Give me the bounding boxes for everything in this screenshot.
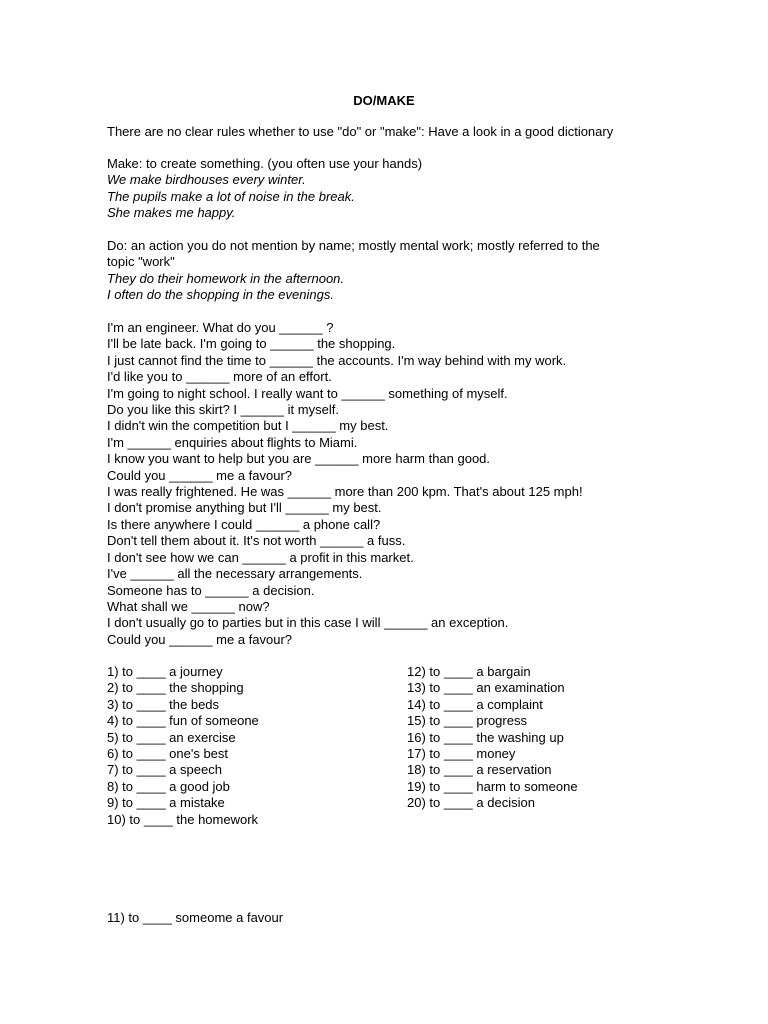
list-item: 2) to ____ the shopping [107, 680, 244, 696]
make-example: We make birdhouses every winter. [107, 172, 306, 188]
exercise-sentence: What shall we ______ now? [107, 598, 270, 614]
make-example: The pupils make a lot of noise in the break. [107, 188, 355, 204]
do-example: I often do the shopping in the evenings. [107, 287, 334, 303]
exercise-sentence: Could you ______ me a favour? [107, 631, 293, 647]
exercise-sentence: Someone has to ______ a decision. [107, 582, 315, 598]
list-item: 15) to ____ progress [407, 713, 527, 729]
list-item: 19) to ____ harm to someone [407, 778, 578, 794]
collocation-list-overflow [107, 910, 283, 926]
make-example: She makes me happy. [107, 205, 236, 221]
make-section [107, 156, 667, 222]
list-item: 17) to ____ money [407, 746, 516, 762]
exercise-sentence: Don't tell them about it. It's not worth ______ a fuss. [107, 533, 406, 549]
list-item: 18) to ____ a reservation [407, 762, 552, 778]
list-item: 11) to ____ someome a favour [107, 910, 284, 925]
do-section [107, 238, 667, 304]
do-example: They do their homework in the afternoon. [107, 270, 345, 286]
exercise-sentence: I don't promise anything but I'll ______ my best. [107, 500, 382, 516]
do-definition-line: Do: an action you do not mention by name; mostly mental work; mostly referred to the [107, 238, 600, 253]
make-definition: Make: to create something. (you often use your hands) [107, 156, 423, 171]
do-definition-line: topic "work" [107, 254, 175, 270]
exercise-sentence: I didn't win the competition but I ______ my best. [107, 418, 389, 434]
exercise-sentence: I know you want to help but you are ______ more harm than good. [107, 451, 491, 467]
list-item: 12) to ____ a bargain [407, 664, 531, 679]
exercise-sentence: I've ______ all the necessary arrangements. [107, 566, 363, 582]
exercise-sentence: I was really frightened. He was ______ more than 200 kpm. That's about 125 mph! [107, 484, 583, 500]
collocation-list-left [107, 664, 259, 828]
exercise-sentence: I don't usually go to parties but in this case I will ______ an exception. [107, 615, 509, 631]
list-item: 4) to ____ fun of someone [107, 713, 259, 729]
exercise-sentence: I just cannot find the time to ______ the accounts. I'm way behind with my work. [107, 352, 567, 368]
exercise-sentence: Do you like this skirt? I ______ it myself. [107, 402, 339, 418]
list-item: 3) to ____ the beds [107, 696, 220, 712]
page-title: DO/MAKE [353, 93, 415, 108]
list-item: 10) to ____ the homework [107, 811, 259, 827]
list-item: 20) to ____ a decision [407, 795, 535, 811]
exercise-sentence: I'm going to night school. I really want to ______ something of myself. [107, 385, 508, 401]
list-item: 1) to ____ a journey [107, 664, 223, 679]
list-item: 5) to ____ an exercise [107, 729, 236, 745]
list-item: 13) to ____ an examination [407, 680, 565, 696]
exercise-sentence: I'll be late back. I'm going to ______ the shopping. [107, 336, 396, 352]
intro-paragraph: There are no clear rules whether to use "do" or "make": Have a look in a good dictionary [107, 124, 614, 139]
exercise-sentence: Is there anywhere I could ______ a phone call? [107, 516, 381, 532]
list-item: 14) to ____ a complaint [407, 696, 543, 712]
list-item: 9) to ____ a mistake [107, 795, 225, 811]
collocation-list-right [407, 664, 578, 812]
list-item: 7) to ____ a speech [107, 762, 222, 778]
list-item: 8) to ____ a good job [107, 778, 230, 794]
exercise-sentence: I'm ______ enquiries about flights to Miami. [107, 434, 358, 450]
list-item: 6) to ____ one's best [107, 746, 229, 762]
list-item: 16) to ____ the washing up [407, 729, 564, 745]
exercise-sentence: Could you ______ me a favour? [107, 467, 293, 483]
exercise-sentences [107, 320, 667, 648]
exercise-sentence: I'd like you to ______ more of an effort. [107, 369, 332, 385]
exercise-sentence: I don't see how we can ______ a profit in this market. [107, 549, 414, 565]
exercise-sentence: I'm an engineer. What do you ______ ? [107, 320, 334, 335]
